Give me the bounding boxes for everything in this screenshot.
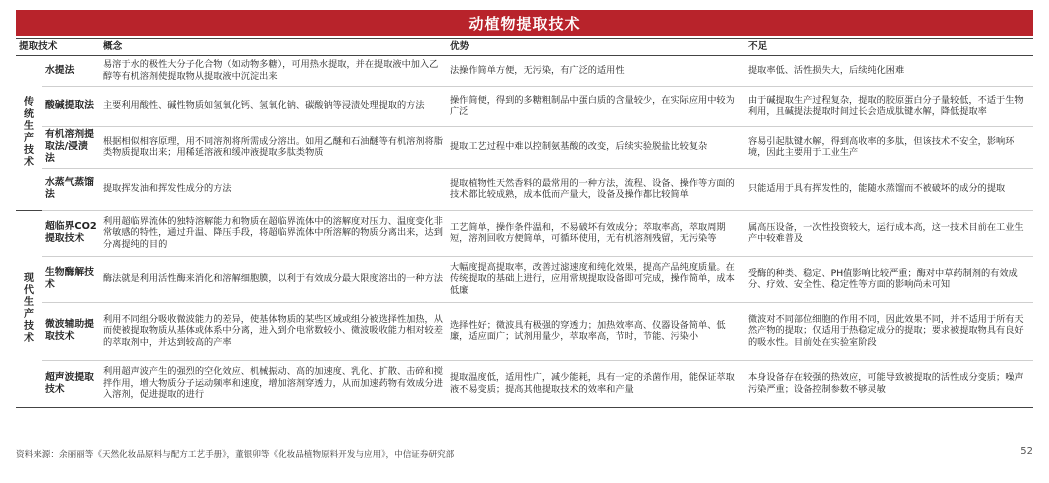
technique-name: 超声波提取技术 <box>42 360 100 407</box>
advantage-cell: 选择性好；微波具有极强的穿透力；加热效率高、仪器设备简单、低廉，适应面广；试剂用量少，萃取率高，节时，节能、污染小 <box>447 302 745 360</box>
concept-cell: 主要利用酸性、碱性物质如氢氧化钙、氢氧化钠、碳酸钠等浸渍处理提取的方法 <box>100 86 447 126</box>
disadvantage-cell: 本身设备存在较强的热效应，可能导致被提取的活性成分变质；噪声污染严重；设备控制参数不够灵敏 <box>745 360 1033 407</box>
concept-cell: 利用超临界流体的独特溶解能力和物质在超临界流体中的溶解度对压力、温度变化非常敏感的特性，通过升温、降压手段，将超临界流体中所溶解的物质分离出来，达到分离提纯的目的 <box>100 210 447 256</box>
concept-cell: 易溶于水的极性大分子化合物（如动物多糖），可用热水提取，并在提取液中加入乙醇等有机溶剂使提取物从提取液中沉淀出来 <box>100 55 447 86</box>
advantage-cell: 法操作简单方便，无污染，有广泛的适用性 <box>447 55 745 86</box>
table-row <box>16 126 1033 168</box>
concept-cell: 提取挥发油和挥发性成分的方法 <box>100 168 447 210</box>
disadvantage-cell: 容易引起肽键水解，得到高收率的多肽，但该技术不安全，影响环境，因此主要用于工业生产 <box>745 126 1033 168</box>
disadvantage-cell: 由于碱提取生产过程复杂，提取的胶原蛋白分子量较低，不适于生物利用，且碱提法提取时间过长会造成肽键水解，降低提取率 <box>745 86 1033 126</box>
advantage-cell: 提取温度低，适用性广，减少能耗，具有一定的杀菌作用，能保证萃取液不易变质；提高其他提取技术的效率和产量 <box>447 360 745 407</box>
technique-name: 酸碱提取法 <box>42 86 100 126</box>
header-concept: 概念 <box>100 39 447 56</box>
advantage-cell: 工艺简单，操作条件温和，不易破坏有效成分；萃取率高，萃取周期短，溶剂回收方便简单，可循环使用，无有机溶剂残留，无污染等 <box>447 210 745 256</box>
table-row <box>16 168 1033 210</box>
table-row <box>16 55 1033 86</box>
extraction-tech-table <box>16 38 1033 408</box>
group-label-modern: 现代生产技术 <box>16 210 42 407</box>
disadvantage-cell: 微波对不同部位细胞的作用不同，因此效果不同，并不适用于所有天然产物的提取；仅适用于热稳定成分的提取；要求被提取物具有良好的吸水性。目前处在实验室阶段 <box>745 302 1033 360</box>
header-row <box>16 39 1033 56</box>
concept-cell: 酶法就是利用活性酶来消化和溶解细胞膜，以利于有效成分最大限度溶出的一种方法 <box>100 256 447 302</box>
table-row <box>16 210 1033 256</box>
disadvantage-cell: 属高压设备，一次性投资较大，运行成本高，这一技术目前在工业生产中较难普及 <box>745 210 1033 256</box>
source-note: 资料来源：余丽丽等《天然化妆品原料与配方工艺手册》，董银卯等《化妆品植物原料开发与应用》，中信证券研究部 <box>16 450 455 460</box>
disadvantage-cell: 受酶的种类、稳定、PH值影响比较严重；酶对中草药制剂的有效成分、疗效、安全性、稳定性等方面的影响尚未可知 <box>745 256 1033 302</box>
technique-name: 微波辅助提取技术 <box>42 302 100 360</box>
table-row <box>16 302 1033 360</box>
concept-cell: 利用超声波产生的强烈的空化效应、机械振动、高的加速度、乳化、扩散、击碎和搅拌作用，增大物质分子运动频率和速度，增加溶剂穿透力，从而加速药物有效成分进入溶剂，促进提取的进行 <box>100 360 447 407</box>
table-title: 动植物提取技术 <box>16 10 1033 36</box>
advantage-cell: 操作简便，得到的多糖粗制品中蛋白质的含量较少，在实际应用中较为广泛 <box>447 86 745 126</box>
table-row <box>16 360 1033 407</box>
header-technique: 提取技术 <box>16 39 100 56</box>
header-disadvantage: 不足 <box>745 39 1033 56</box>
concept-cell: 利用不同组分吸收微波能力的差异，使基体物质的某些区域或组分被选择性加热，从而使被提取物质从基体或体系中分离，进入到介电常数较小、微波吸收能力相对较差的萃取剂中，并达到较高的产率 <box>100 302 447 360</box>
technique-name: 有机溶剂提取法/浸渍法 <box>42 126 100 168</box>
technique-name: 超临界CO2提取技术 <box>42 210 100 256</box>
disadvantage-cell: 提取率低、活性损失大，后续纯化困难 <box>745 55 1033 86</box>
table-row <box>16 86 1033 126</box>
concept-cell: 根据相似相容原理，用不同溶剂将所需成分溶出。如用乙醚和石油醚等有机溶剂将脂类物质提取出来；用稀延溶液和缓冲液提取多肽类物质 <box>100 126 447 168</box>
technique-name: 水蒸气蒸馏法 <box>42 168 100 210</box>
header-advantage: 优势 <box>447 39 745 56</box>
technique-name: 水提法 <box>42 55 100 86</box>
table-row <box>16 256 1033 302</box>
advantage-cell: 提取植物性天然香料的最常用的一种方法，流程、设备、操作等方面的技术都比较成熟，成本低而产量大，设备及操作都比较简单 <box>447 168 745 210</box>
disadvantage-cell: 只能适用于具有挥发性的，能随水蒸馏而不被破坏的成分的提取 <box>745 168 1033 210</box>
group-label-traditional: 传统生产技术 <box>16 55 42 210</box>
technique-name: 生物酶解技术 <box>42 256 100 302</box>
page-number: 52 <box>1020 446 1033 457</box>
advantage-cell: 提取工艺过程中难以控制氨基酸的改变，后续实验脱盐比较复杂 <box>447 126 745 168</box>
advantage-cell: 大幅度提高提取率，改善过滤速度和纯化效果，提高产品纯度质量。在传统提取的基础上进行，应用常规提取设备即可完成，操作简单，成本低廉 <box>447 256 745 302</box>
